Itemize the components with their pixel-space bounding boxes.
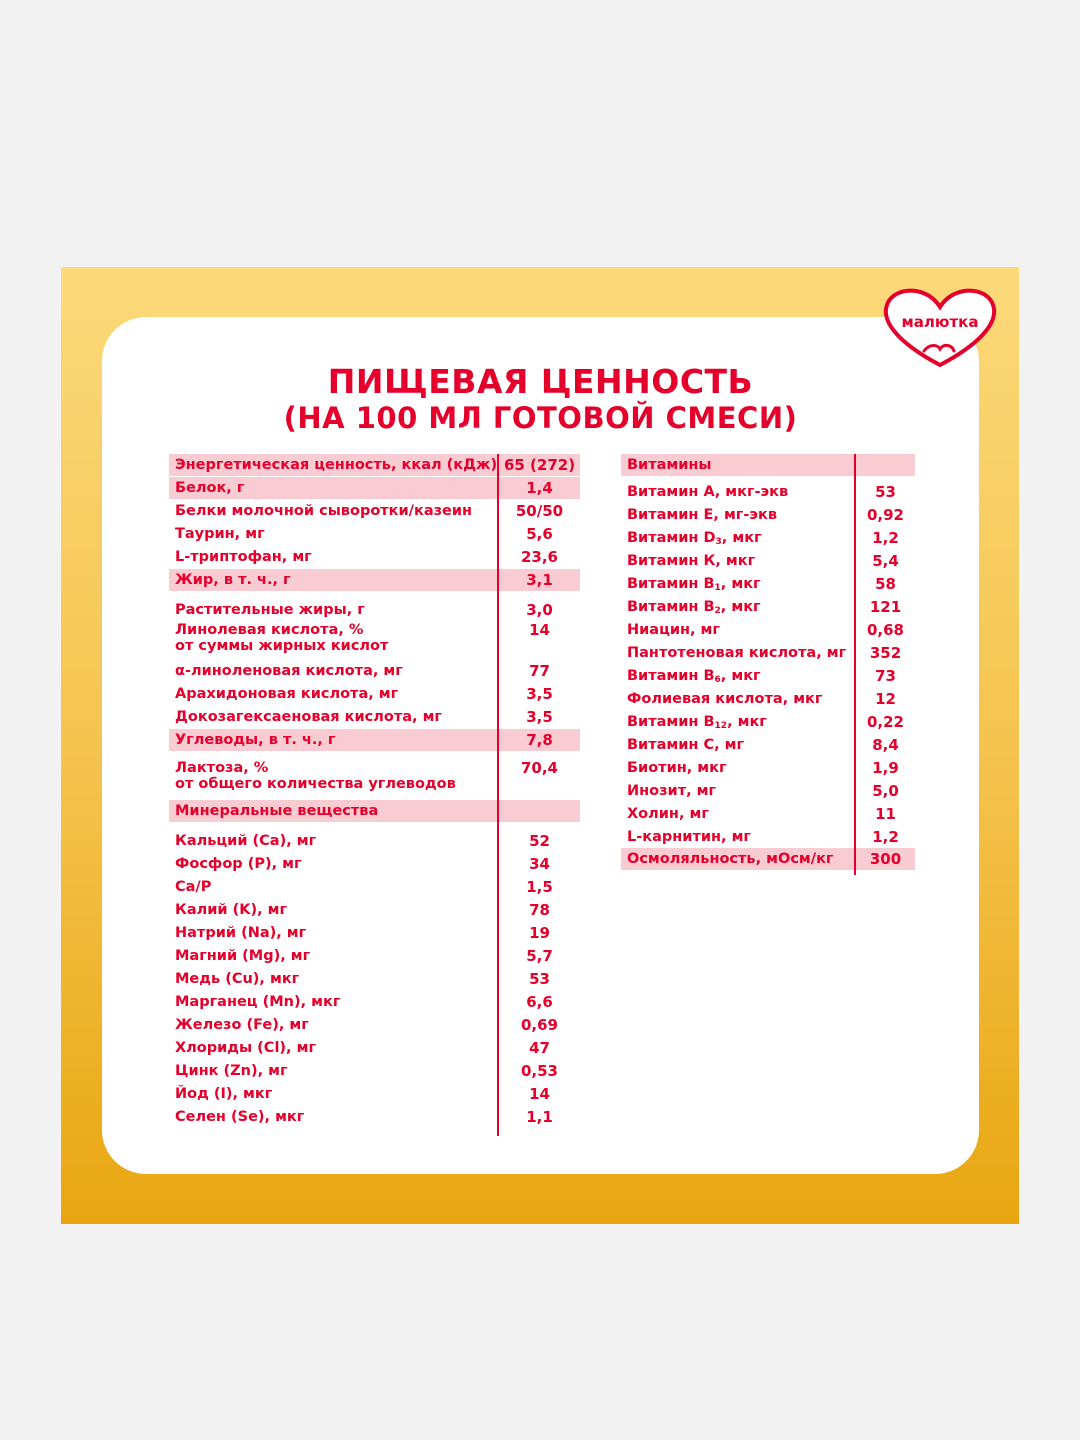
row-label-text: Арахидоновая кислота, мг — [175, 686, 399, 702]
row-label-text: Таурин, мг — [175, 526, 265, 542]
row-value: 3,0 — [526, 601, 553, 619]
table-row — [621, 803, 915, 825]
table-row — [169, 1083, 580, 1105]
row-label — [175, 1063, 288, 1079]
row-label-text: Витамины — [627, 457, 712, 473]
row-label — [175, 1086, 272, 1102]
row-label-text: Докозагексаеновая кислота, мг — [175, 709, 443, 725]
table-row — [621, 481, 915, 503]
row-value: 3,5 — [526, 685, 553, 703]
row-label — [627, 576, 761, 592]
row-label-text: Медь (Cu), мкг — [175, 971, 300, 987]
row-label-text: Углеводы, в т. ч., г — [175, 732, 336, 748]
row-label-subscript: 12 — [714, 721, 728, 731]
row-label-text: Холин, мг — [627, 806, 709, 822]
row-label — [175, 732, 336, 748]
row-label-text: Пантотеновая кислота, мг — [627, 645, 847, 661]
row-label — [175, 803, 378, 819]
row-label — [627, 714, 767, 730]
nutrition-table-left — [169, 454, 580, 1136]
table-row — [169, 922, 580, 944]
row-label — [627, 599, 761, 615]
row-label-subscript: 1 — [714, 583, 721, 593]
malyutka-logo — [880, 287, 1000, 367]
row-label-text: Хлориды (Cl), мг — [175, 1040, 317, 1056]
row-label-text: Селен (Se), мкг — [175, 1109, 305, 1125]
row-label-text: Йод (I), мкг — [175, 1086, 273, 1102]
row-label-text: Марганец (Mn), мкг — [175, 994, 341, 1010]
table-section-row — [169, 800, 580, 822]
table-row — [169, 830, 580, 852]
row-label — [175, 709, 442, 725]
row-value: 58 — [875, 575, 896, 593]
table-section-row — [621, 454, 915, 476]
yellow-frame — [61, 267, 1019, 1224]
table-row — [621, 504, 915, 526]
row-label-suffix: , мкг — [721, 530, 762, 546]
row-label — [175, 1017, 309, 1033]
row-value: 53 — [529, 970, 550, 988]
row-label — [175, 526, 265, 542]
row-label — [627, 760, 727, 776]
row-label-line2: от суммы жирных кислот — [175, 638, 389, 654]
row-value: 77 — [529, 662, 550, 680]
table-row — [169, 660, 580, 682]
row-label-text: Витамин B — [627, 576, 715, 592]
row-label — [175, 971, 299, 987]
row-label — [627, 668, 761, 684]
logo-wordmark: малютка — [901, 313, 979, 331]
table-row — [621, 596, 915, 618]
row-value: 0,22 — [866, 713, 904, 731]
row-value: 5,6 — [526, 525, 553, 543]
row-label-text: Белки молочной сыворотки/казеин — [175, 503, 473, 519]
row-label — [175, 549, 312, 565]
row-label — [627, 553, 755, 569]
row-label-text: Осмоляльность, мОсм/кг — [627, 851, 834, 867]
row-label-text: Инозит, мг — [627, 783, 717, 799]
row-label — [627, 691, 822, 707]
row-value: 121 — [869, 598, 902, 616]
table-row — [621, 734, 915, 756]
table-row — [169, 599, 580, 621]
table-row — [169, 899, 580, 921]
row-value: 12 — [875, 690, 896, 708]
row-label — [175, 602, 365, 618]
row-label-text: Натрий (Na), мг — [175, 925, 307, 941]
row-label-text: Биотин, мкг — [627, 760, 727, 776]
row-label-text: Минеральные вещества — [175, 803, 379, 819]
row-label — [627, 806, 709, 822]
table-row — [621, 619, 915, 641]
table-row — [621, 642, 915, 664]
row-label-subscript: 6 — [714, 675, 721, 685]
row-label — [627, 829, 751, 845]
row-label — [175, 663, 403, 679]
row-label-text: Ниацин, мг — [627, 622, 720, 638]
row-label — [175, 994, 340, 1010]
row-value: 352 — [869, 644, 902, 662]
row-value: 1,4 — [526, 479, 553, 497]
row-label-text: Жир, в т. ч., г — [175, 572, 291, 588]
table-section-row — [621, 848, 915, 870]
row-value: 300 — [869, 850, 902, 868]
row-label — [627, 530, 762, 546]
table-row — [169, 945, 580, 967]
row-value: 70,4 — [520, 759, 558, 777]
column-divider — [497, 454, 499, 1136]
row-label — [627, 622, 720, 638]
table-row — [621, 550, 915, 572]
row-label — [627, 457, 712, 473]
row-label-text: Фолиевая кислота, мкг — [627, 691, 823, 707]
row-label-suffix: , мкг — [720, 668, 761, 684]
row-value: 0,69 — [520, 1016, 558, 1034]
row-label-text: Кальций (Ca), мг — [175, 833, 317, 849]
row-label-text: Витамин Е, мг-экв — [627, 507, 777, 523]
row-label-text: Витамин К, мкг — [627, 553, 756, 569]
row-label-text: Магний (Mg), мг — [175, 948, 311, 964]
row-value: 3,1 — [526, 571, 553, 589]
table-row — [621, 826, 915, 848]
row-value: 1,5 — [526, 878, 553, 896]
row-label — [175, 480, 244, 496]
page-subtitle: (НА 100 МЛ ГОТОВОЙ СМЕСИ) — [283, 401, 798, 435]
table-row — [621, 665, 915, 687]
row-value: 1,1 — [526, 1108, 553, 1126]
nutrition-card — [102, 317, 979, 1174]
row-label-text: Витамин С, мг — [627, 737, 745, 753]
row-value: 34 — [529, 855, 550, 873]
row-value: 5,4 — [872, 552, 899, 570]
table-row — [621, 688, 915, 710]
row-value: 47 — [529, 1039, 550, 1057]
table-row — [169, 706, 580, 728]
row-value: 53 — [875, 483, 896, 501]
row-label — [175, 1040, 316, 1056]
table-section-row — [169, 729, 580, 751]
table-row — [169, 546, 580, 568]
row-value: 3,5 — [526, 708, 553, 726]
row-label — [627, 645, 846, 661]
row-label-suffix: , мкг — [720, 599, 761, 615]
row-label-text: Фосфор (P), мг — [175, 856, 302, 872]
row-label-text: Цинк (Zn), мг — [175, 1063, 288, 1079]
row-label-subscript: 2 — [714, 606, 721, 616]
table-section-row — [169, 569, 580, 591]
row-label-text: Железо (Fe), мг — [175, 1017, 309, 1033]
row-label — [627, 851, 834, 867]
row-label-text: Ca/P — [175, 879, 212, 895]
table-row — [169, 500, 580, 522]
page-title: ПИЩЕВАЯ ЦЕННОСТЬ — [327, 362, 754, 401]
table-row — [169, 876, 580, 898]
row-value: 11 — [875, 805, 896, 823]
row-value: 1,2 — [872, 828, 899, 846]
table-row — [621, 757, 915, 779]
row-value: 23,6 — [520, 548, 558, 566]
row-label-text: Витамин B — [627, 668, 715, 684]
row-value: 73 — [875, 667, 896, 685]
row-label — [175, 879, 211, 895]
row-label-subscript: 3 — [715, 537, 722, 547]
row-label-line2: от общего количества углеводов — [175, 776, 456, 792]
row-value: 5,0 — [872, 782, 899, 800]
row-label-text: Витамин А, мкг-экв — [627, 484, 789, 500]
row-label — [627, 484, 788, 500]
row-label — [175, 760, 456, 792]
row-label — [175, 622, 388, 654]
table-section-row — [169, 477, 580, 499]
row-label-suffix: , мкг — [720, 576, 761, 592]
table-row — [169, 523, 580, 545]
table-row — [621, 780, 915, 802]
row-label-text: Линолевая кислота, % — [175, 622, 364, 638]
row-value: 0,92 — [866, 506, 904, 524]
row-value: 7,8 — [526, 731, 553, 749]
row-label-text: L-карнитин, мг — [627, 829, 752, 845]
row-value: 52 — [529, 832, 550, 850]
row-value: 14 — [529, 1085, 550, 1103]
row-label-text: Лактоза, % — [175, 760, 269, 776]
row-label-text: α-линоленовая кислота, мг — [175, 663, 403, 679]
row-label — [175, 686, 398, 702]
column-divider — [854, 454, 856, 875]
table-row — [621, 527, 915, 549]
row-value: 19 — [529, 924, 550, 942]
row-value: 8,4 — [872, 736, 899, 754]
row-value: 1,2 — [872, 529, 899, 547]
row-label-text: Калий (K), мг — [175, 902, 288, 918]
row-label-suffix: , мкг — [727, 714, 767, 730]
row-value: 14 — [529, 621, 550, 639]
row-label-text: Витамин D — [627, 530, 716, 546]
row-value: 65 (272) — [503, 456, 576, 474]
row-label-text: Витамин B — [627, 714, 715, 730]
table-row — [621, 573, 915, 595]
row-label — [175, 503, 472, 519]
table-row — [169, 991, 580, 1013]
row-value: 50/50 — [515, 502, 564, 520]
row-value: 78 — [529, 901, 550, 919]
row-label-text: Растительные жиры, г — [175, 602, 365, 618]
row-label — [175, 833, 316, 849]
row-label-text: L-триптофан, мг — [175, 549, 312, 565]
row-value: 0,68 — [866, 621, 904, 639]
row-label-text: Витамин B — [627, 599, 715, 615]
table-row — [169, 1037, 580, 1059]
row-value: 6,6 — [526, 993, 553, 1011]
table-row — [169, 683, 580, 705]
table-row — [621, 711, 915, 733]
table-row — [169, 759, 580, 794]
row-label — [627, 507, 777, 523]
row-label — [627, 737, 744, 753]
row-label-text: Белок, г — [175, 480, 245, 496]
row-value: 0,53 — [520, 1062, 558, 1080]
row-label — [175, 902, 287, 918]
table-row — [169, 621, 580, 656]
row-label — [175, 1109, 304, 1125]
table-row — [169, 1014, 580, 1036]
table-section-row — [169, 454, 580, 476]
row-label — [175, 856, 302, 872]
vitamins-table-right — [621, 454, 915, 875]
row-label — [175, 457, 497, 473]
row-label — [627, 783, 716, 799]
row-label-text: Энергетическая ценность, ккал (кДж) — [175, 457, 498, 473]
table-row — [169, 1060, 580, 1082]
row-label — [175, 572, 291, 588]
table-row — [169, 853, 580, 875]
row-value: 1,9 — [872, 759, 899, 777]
row-label — [175, 925, 306, 941]
table-row — [169, 968, 580, 990]
table-row — [169, 1106, 580, 1128]
row-label — [175, 948, 310, 964]
row-value: 5,7 — [526, 947, 553, 965]
